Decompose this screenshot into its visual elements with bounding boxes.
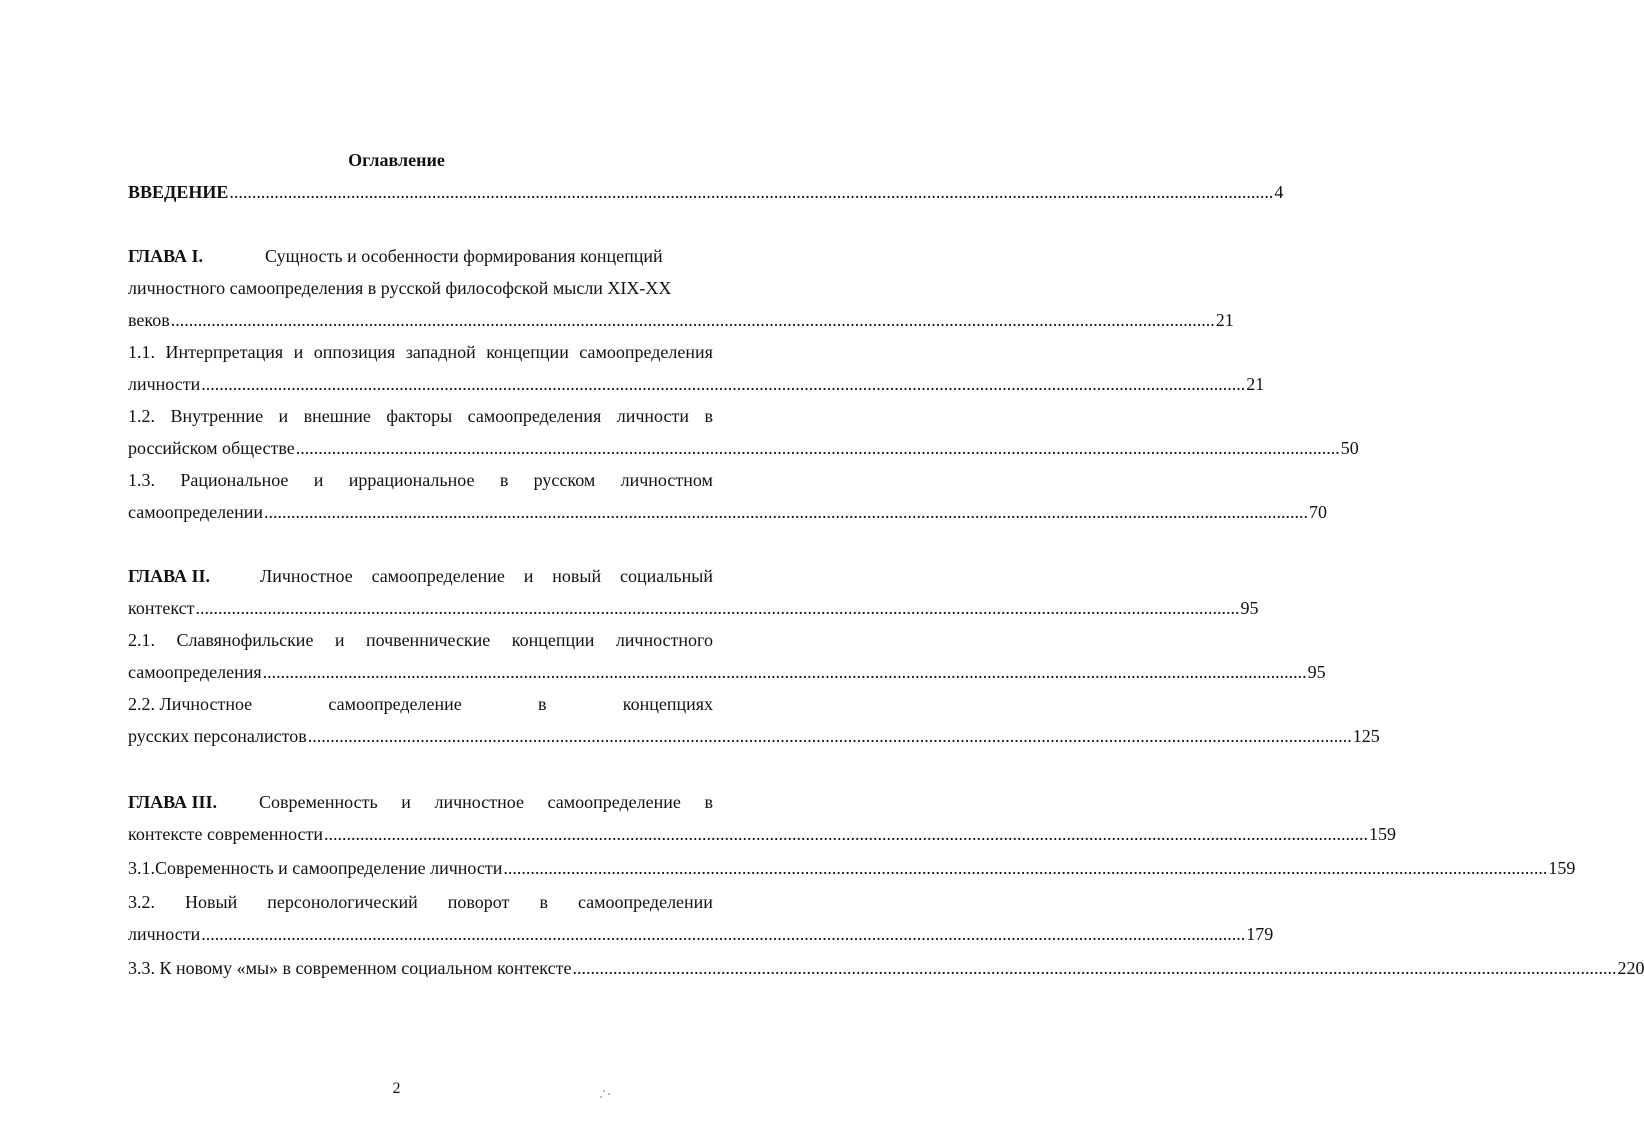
leader-dots: ........................................................................................................................................................................................................................................ [170, 310, 1215, 330]
toc-page-number: 4 [1274, 182, 1284, 202]
toc-title: Оглавление [348, 150, 445, 170]
leader-dots: ........................................................................................................................................................................................................................................ [229, 182, 1274, 202]
toc-page-number: 179 [1246, 924, 1274, 944]
scan-speck [608, 1093, 610, 1095]
chapter-title-line: личностного самоопределения в русской философской мысли XIX-XX [128, 278, 672, 298]
chapter-label: ГЛАВА III. [128, 792, 218, 812]
leader-dots: ........................................................................................................................................................................................................................................ [295, 438, 1340, 458]
toc-entry-chapter-1[interactable] [128, 308, 1234, 332]
toc-page-number: 159 [1369, 824, 1397, 844]
toc-entry-label: личности [128, 374, 201, 394]
toc-page-number: 95 [1307, 662, 1326, 682]
section-3-2-line: 3.2. Новый персонологический поворот в самоопределении [128, 892, 713, 912]
toc-entry-label: самоопределении [128, 502, 263, 522]
toc-entry-label: веков [128, 310, 170, 330]
toc-entry-label: контексте современности [128, 824, 324, 844]
toc-page-number: 70 [1309, 502, 1327, 522]
section-1-1-line: 1.1. Интерпретация и оппозиция западной концепции самоопределения [128, 342, 713, 362]
leader-dots: ........................................................................................................................................................................................................................................ [262, 662, 1307, 682]
toc-entry-chapter-3[interactable] [128, 822, 1397, 846]
chapter-label: ГЛАВА II. [128, 566, 211, 586]
toc-entry-label: личности [128, 924, 201, 944]
chapter-1-heading [128, 244, 713, 268]
toc-entry-label: 3.1.Современность и самоопределение личности [128, 858, 503, 878]
leader-dots: ........................................................................................................................................................................................................................................ [503, 858, 1548, 878]
leader-dots: ........................................................................................................................................................................................................................................ [572, 958, 1617, 978]
scan-speck [600, 1096, 602, 1098]
toc-entry-section-3-2[interactable] [128, 922, 1274, 946]
leader-dots: ........................................................................................................................................................................................................................................ [201, 924, 1246, 944]
leader-dots: ........................................................................................................................................................................................................................................ [307, 726, 1352, 746]
toc-entry-label: российском обществе [128, 438, 295, 458]
scan-speck [603, 1090, 605, 1092]
toc-entry-chapter-2[interactable] [128, 596, 1259, 620]
chapter-label: ГЛАВА I. [128, 246, 204, 266]
toc-page-number: 220 [1617, 958, 1644, 978]
toc-entry-label: 3.3. К новому «мы» в современном социальном контексте [128, 958, 572, 978]
toc-entry-intro[interactable] [128, 180, 1284, 204]
chapter-title-line: Сущность и особенности формирования концепций [265, 246, 663, 266]
section-1-3-line: 1.3. Рациональное и иррациональное в русском личностном [128, 470, 713, 490]
toc-page-number: 21 [1246, 374, 1265, 394]
toc-entry-label: контекст [128, 598, 195, 618]
toc-page-number: 125 [1352, 726, 1380, 746]
toc-entry-section-2-2[interactable] [128, 724, 1380, 748]
toc-page-number: 50 [1340, 438, 1359, 458]
chapter-2-heading: ГЛАВА II. Личностное самоопределение и новый социальный [128, 566, 713, 586]
toc-page-number: 159 [1548, 858, 1576, 878]
chapter-3-heading: ГЛАВА III. Современность и личностное самоопределение в [128, 792, 713, 812]
leader-dots: ........................................................................................................................................................................................................................................ [195, 598, 1240, 618]
leader-dots: ........................................................................................................................................................................................................................................ [201, 374, 1246, 394]
toc-entry-section-3-1[interactable] [128, 856, 1576, 880]
toc-page-number: 95 [1240, 598, 1259, 618]
leader-dots: ........................................................................................................................................................................................................................................ [264, 502, 1308, 522]
page-number: 2 [392, 1080, 401, 1097]
toc-entry-section-1-1[interactable] [128, 372, 1265, 396]
section-2-2-line: 2.2. Личностное самоопределение в концепциях [128, 694, 713, 714]
toc-entry-section-1-3[interactable] [128, 500, 1327, 524]
leader-dots: ........................................................................................................................................................................................................................................ [324, 824, 1369, 844]
toc-entry-section-3-3[interactable] [128, 956, 1644, 980]
toc-entry-section-2-1[interactable] [128, 660, 1326, 684]
toc-entry-label: русских персоналистов [128, 726, 307, 746]
toc-page-number: 21 [1215, 310, 1234, 330]
section-2-1-line: 2.1. Славянофильские и почвеннические концепции личностного [128, 630, 713, 650]
toc-entry-label: ВВЕДЕНИЕ [128, 182, 229, 202]
toc-entry-label: самоопределения [128, 662, 262, 682]
toc-entry-section-1-2[interactable] [128, 436, 1359, 460]
section-1-2-line: 1.2. Внутренние и внешние факторы самоопределения личности в [128, 406, 713, 426]
